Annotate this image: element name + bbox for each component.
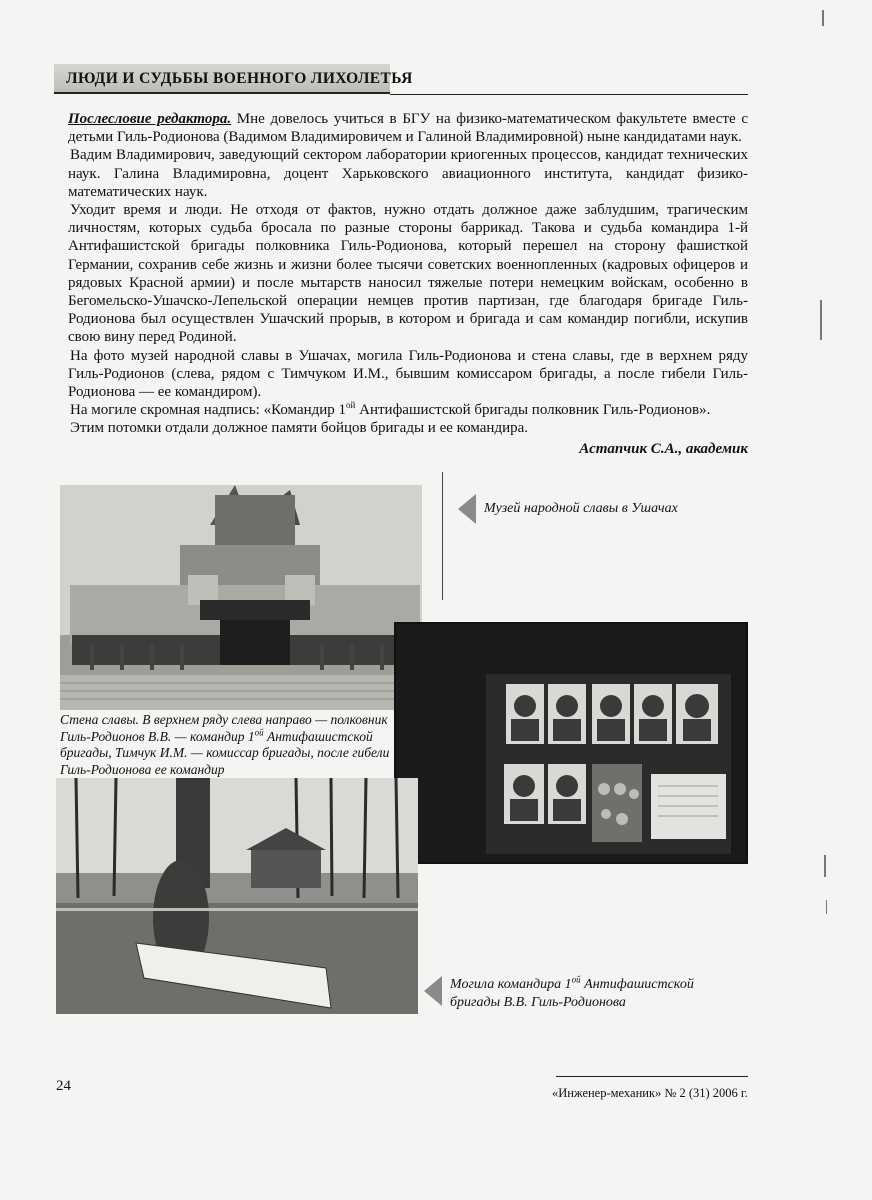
paragraph-4: На фото музей народной славы в Ушачах, могила Гиль-Родионова и стена славы, где в верхнем ряду Гиль-Родионов (слева, рядом с Тимчуком И.М., бывшим комиссаром бригады, а после гибели Гиль-Родионова — ее командиром). [68, 347, 748, 401]
page-number: 24 [56, 1078, 71, 1094]
paragraph-2: Вадим Владимирович, заведующий сектором лаборатории криогенных процессов, кандидат технических наук. Галина Владимировна, доцент Харьковского авиационного института, кандидат физико-математических наук. [68, 147, 748, 200]
museum-building-image [60, 485, 422, 717]
journal-citation: «Инженер-механик» № 2 (31) 2006 г. [552, 1086, 748, 1100]
editor-afterword-label: Послесловие редактора. [68, 111, 232, 127]
scan-artifact [826, 900, 827, 914]
footer-rule [556, 1076, 748, 1077]
header-rule [390, 94, 748, 95]
paragraph-5: На могиле скромная надпись: «Командир $1^{ой}$ Антифашистской бригады полковник Гиль-Родионов». [70, 400, 711, 419]
paragraph-6: Этим потомки отдали должное памяти бойцов бригады и ее командира. [70, 420, 529, 437]
museum-photo [60, 485, 422, 717]
caption-arrow-icon [424, 976, 442, 1006]
scan-artifact [820, 300, 822, 340]
paragraph-3: Уходит время и люди. Не отходя от фактов, нужно отдать должное даже заблудшим, трагическим личностям, которых судьба бросала по разные стороны баррикад. Такова и судьба командира 1-й Антифашистской бригады полковника Гиль-Родионова, который перешел на сторону фашисткой Германии, сохранив себе жизнь и жизни более тысячи советских военнопленных (кадровых офицеров и рядовых Красной армии) и после мытарств наносил тяжелые потери немецким войскам, особенно в Бегомельско-Ушачско-Лепельской операции немцев против партизан, где благодаря бригаде Гиль-Родионова был осуществлен Ушачский прорыв, в котором и бригада и сам командир погибли, искупив свою вину перед Родиной. [68, 202, 748, 346]
museum-caption: Музей народной славы в Ушачах [484, 501, 678, 516]
paragraph-1: Послесловие редактора. Мне довелось учиться в БГУ на физико-математическом факультете вместе с детьми Гиль-Родионова (Вадимом Владимировичем и Галиной Владимировной) ныне кандидатами наук. [68, 111, 749, 146]
article-text [68, 110, 748, 458]
caption-arrow-icon [458, 494, 476, 524]
scan-artifact [822, 10, 824, 26]
grave-memorial-image [56, 778, 418, 1014]
scan-artifact [824, 855, 826, 877]
grave-caption: Могила командира $1^{ой}$ Антифашистской бригады В.В. Гиль-Родионова [450, 974, 694, 1010]
wall-caption: Стена славы. В верхнем ряду слева направо — полковник Гиль-Родионов В.В. — командир $1^{ой}$ Антифашистской бригады, Тимчук И.М. — комиссар бригады, после гибели Гиль-Родионова ее командир [60, 712, 390, 777]
section-header-title: ЛЮДИ И СУДЬБЫ ВОЕННОГО ЛИХОЛЕТЬЯ [66, 70, 413, 87]
author-signature: Астапчик С.А., академик [579, 440, 748, 457]
portrait-wall-image [396, 624, 746, 862]
caption-divider [442, 472, 443, 600]
wall-of-glory-photo [394, 622, 748, 864]
grave-photo [56, 778, 418, 1014]
